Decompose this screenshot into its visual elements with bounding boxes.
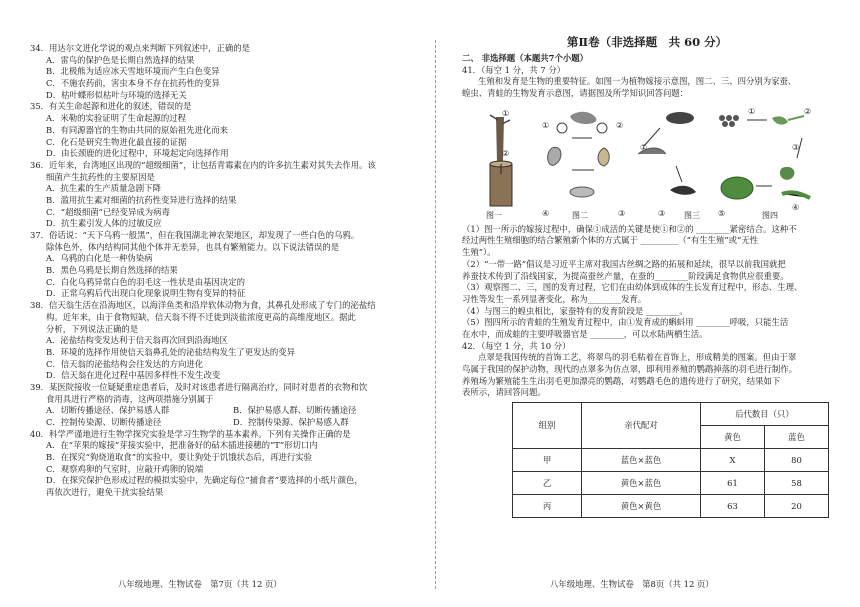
fig2-marker-3: ③ [618,208,626,218]
cell-group: 乙 [513,472,582,495]
fig2-marker-2: ② [616,120,624,130]
fig1-marker-2: ② [502,148,510,158]
text-line: （1）图一所示的嫁接过程中，确保①成活的关键是使①和②的 ________紧密结合。这种不 [462,223,797,234]
fig4-marker-1: ① [748,106,756,116]
cell-yellow: X [701,449,765,472]
q41-heading: 41．（每空 1 分，共 7 分） [462,64,566,75]
table-header-offspring: 后代数目（只） [701,403,829,426]
cell-blue: 80 [765,449,829,472]
cell-yellow: 63 [701,495,765,518]
q42-intro [462,352,832,399]
fig3-label: 图三 [684,210,700,220]
text-line: 在水中，而成蛙的主要呼吸器官是 ________，可以水陆两栖生活。 [462,328,708,339]
frog-cycle-figure [712,108,822,212]
option-row [30,417,420,429]
text-line: 养蚕技术传到了沿线国家，为提高蚕丝产量，在蚕的________阶段满足食物供应很重要。 [462,270,789,281]
fig4-label: 图四 [762,210,778,220]
fig4-marker-5: ⑤ [718,208,726,218]
text-line: 再依次进行，避免干扰实验结果 [46,487,164,498]
fig3-marker-1: ① [640,142,648,152]
text-line: 37．俗话说：“天下乌鸦一般黑”，但在我国湖北神农架地区，却发现了一些白色的乌鸦。 [30,230,360,240]
text-line: B．北极熊为适应冰天雪地环境而产生白色变异 [46,66,220,77]
section-title: 第Ⅱ卷（非选择题 共 60 分） [566,35,728,49]
text-line: （3）观察图二、三，图的发育过程，它们在由幼体到成体的生长发育过程中，形态、生理、 [462,282,803,293]
text-line: A．在“苹果的嫁接”芽接实验中，把准备好的砧木插进接穗的“T”形切口内 [46,440,318,451]
text-line: C．化石是研究生物进化最直接的证据 [46,136,187,147]
text-line: 鸟属于我国的保护动物，现代的点翠多为仿点翠，即利用养殖的鹦鹉掉落的羽毛进行制作。 [462,364,797,374]
text-line: B．滥用抗生素对细菌的抗药性变异进行选择的结果 [46,194,237,205]
text-line: C．信天翁的泌盐结构会往发达的方向进化 [46,358,204,369]
text-line: 分析，下列说法正确的是 [46,323,139,334]
table-row [513,472,829,495]
text-line: 食用具进行严格的消毒，这两项措施分别属于 [46,393,214,404]
text-line: 38．信天翁生活在沿海地区，以海洋鱼类和沿岸软体动物为食，其鼻孔处形成了专门的泌盐结 [30,300,376,311]
fig4-marker-4: ④ [792,202,800,212]
text-line: D．信天翁在进化过程中基因多样性不发生改变 [46,370,221,381]
text-line: A．雷鸟的保护色是长期自然选择的结果 [46,54,195,65]
page-footer-left: 八年级地理、生物试卷 第7页（共 12 页） [118,579,282,589]
option: D．控制传染源、保护易感人群 [233,417,349,427]
text-line: 经过两性生殖细胞的结合繁殖新个体的方式属于 _________（“有生生殖”或“无性 [462,235,759,246]
cell-cross: 黄色×蓝色 [582,472,701,495]
q41-intro [462,76,832,99]
fig4-marker-3: ③ [792,142,800,152]
option: A．切断传播途径、保护易感人群 [46,405,170,416]
question-block-34-39 [30,43,420,405]
cell-group: 甲 [513,449,582,472]
text-line: D．由长颈鹿的进化过程中，环境起定向选择作用 [46,148,229,159]
figure-row [462,104,832,222]
fig4-marker-2: ② [804,106,812,116]
fig2-marker-4: ④ [542,208,550,218]
text-line: （2）“一带一路”倡议是习近平主席对我国古丝绸之路的拓展和延续，很早以前我国就把 [462,258,786,269]
page-8 [462,0,832,607]
cell-blue: 58 [765,472,829,495]
table-header-group: 组别 [513,403,582,449]
q39-options [30,405,420,428]
cell-cross: 黄色×黄色 [582,495,701,518]
text-line: A．抗生素的生产质量急剧下降 [46,183,161,194]
text-line: B．黑色乌鸦是长期自然选择的结果 [46,265,178,276]
locust-cycle-figure [630,108,710,212]
text-line: 34．用达尔文进化学说的观点来判断下列叙述中，正确的是 [30,43,251,53]
text-line: D．正常乌鸦后代出现白化现象说明生物有变异的特征 [46,288,246,299]
fig2-label: 图二 [572,210,588,220]
fig1-label: 图一 [486,210,502,220]
text-line: 39．某医院接收一位疑疑重症患者后，及时对该患者进行隔离治疗，同时对患者的衣物和饮 [30,381,368,392]
text-line: 35．有关生命起源和进化的叙述，错误的是 [30,101,192,112]
text-line: B．在探究“狗烧道取食”的实验中，要让狗处于饥饿状态后，再进行实验 [46,452,312,463]
silkworm-cycle-figure [542,108,622,212]
cell-blue: 20 [765,495,829,518]
text-line: 细菌产生抗药性的主要原因是 [46,171,155,182]
cell-yellow: 61 [701,472,765,495]
table-header-cross: 亲代配对 [582,403,701,449]
fig3-marker-3: ③ [658,208,666,218]
text-line: 生殖和发育是生物的重要特征。如图一为植物嫁接示意图，图二、三、四分别为家蚕、 [478,76,797,87]
text-line: （4）与图三的蝗虫相比，家蚕特有的发育阶段是 ________。 [462,305,688,316]
cell-cross: 蓝色×蓝色 [582,449,701,472]
text-line: D．在探究保护色形成过程的模拟实验中，先确定每位“捕食者”要选择的小纸片颜色， [46,475,363,486]
text-line: 36．近年来，台湾地区出现的“超级细菌”，让包括青霉素在内的许多抗生素对其失去作用。该 [30,159,376,170]
q41-subquestions [462,224,832,341]
fig1-marker-1: ① [502,108,510,118]
genetics-table [512,402,829,518]
text-line: C．白化乌鸦异常白色的羽毛这一性状是由基因决定的 [46,276,246,287]
text-line: 蝗虫、青蛙的生物发育示意图，请据图及所学知识回答问题： [462,88,689,99]
text-line: B．环境的选择作用使信天翁鼻孔处的泌盐结构发生了更发达的变异 [46,346,296,357]
text-line: A．泌盐结构变发达利于信天翁再次回到沿海地区 [46,335,228,346]
grafting-figure [476,108,546,212]
text-line: 养殖场为繁殖能生生出羽毛更加漂亮的鹦鹉，对鹦鹉毛色的遗传进行了研究，结果如下 [462,375,781,386]
option: B．保护易感人群、切断传播途径 [233,405,357,416]
text-line: 生殖”）。 [462,247,496,258]
table-header-yellow: 黄色 [701,426,765,449]
text-line: （5）图四所示的青蛙的生殖发育过程中，由①发育成的蝌蚪用 ________呼吸，只能生活 [462,317,789,328]
page-7 [30,0,420,607]
text-line: C．不施农药前，害虫本身不存在抗药性的变异 [46,78,220,89]
text-line: 点翠是我国传统的首饰工艺，将翠鸟的羽毛粘着在首饰上，形成精美的图案。但由于翠 [478,352,797,363]
option: C．控制传染源、切断传播途径 [46,417,162,427]
text-line: D．抗生素引发人体的过敏反应 [46,218,162,229]
text-line: 习性等发生一系列显著变化，称为________发育。 [462,293,647,304]
option-row [30,405,420,417]
text-line: 构。近年来，由于食物短缺，信天翁不得不迁徙到淡盐浓度更高的高维度地区。据此 [46,311,356,322]
table-header-blue: 蓝色 [765,426,829,449]
text-line: B．有同源器官的生物由共同的原始祖先进化而来 [46,124,229,135]
table-row [513,495,829,518]
fig2-marker-1: ① [542,120,550,130]
text-line: D．枯叶蝶形似枯叶与环境的选择无关 [46,89,187,100]
page-divider [435,40,436,589]
text-line: 40．科学严谨地进行生物学探究实验是学习生物学的基本素养。下列有关操作正确的是 [30,428,351,439]
text-line: A．乌鸦的白化是一种伪染病 [46,253,153,264]
text-line: 除体色外，体内结构同其他个体并无差异，也具有繁殖能力。以下说法错误的是 [46,241,340,252]
text-line: C．观察鸡卵的气室时，应敲开鸡卵的锐端 [46,463,204,474]
page-footer-right: 八年级地理、生物试卷 第8页（共 12 页） [550,579,714,589]
text-line: 表所示，请回答问题。 [462,387,546,398]
section-heading: 二、 非选择题（本题共7个小题） [462,53,588,63]
question-block-40 [30,429,420,499]
text-line: C．“超级细菌”已经变异成为病毒 [46,206,170,217]
cell-group: 丙 [513,495,582,518]
text-line: A．米勒的实验证明了生命起源的过程 [46,113,187,124]
table-row [513,449,829,472]
q42-heading: 42．（每空 1 分，共 10 分） [462,340,571,351]
